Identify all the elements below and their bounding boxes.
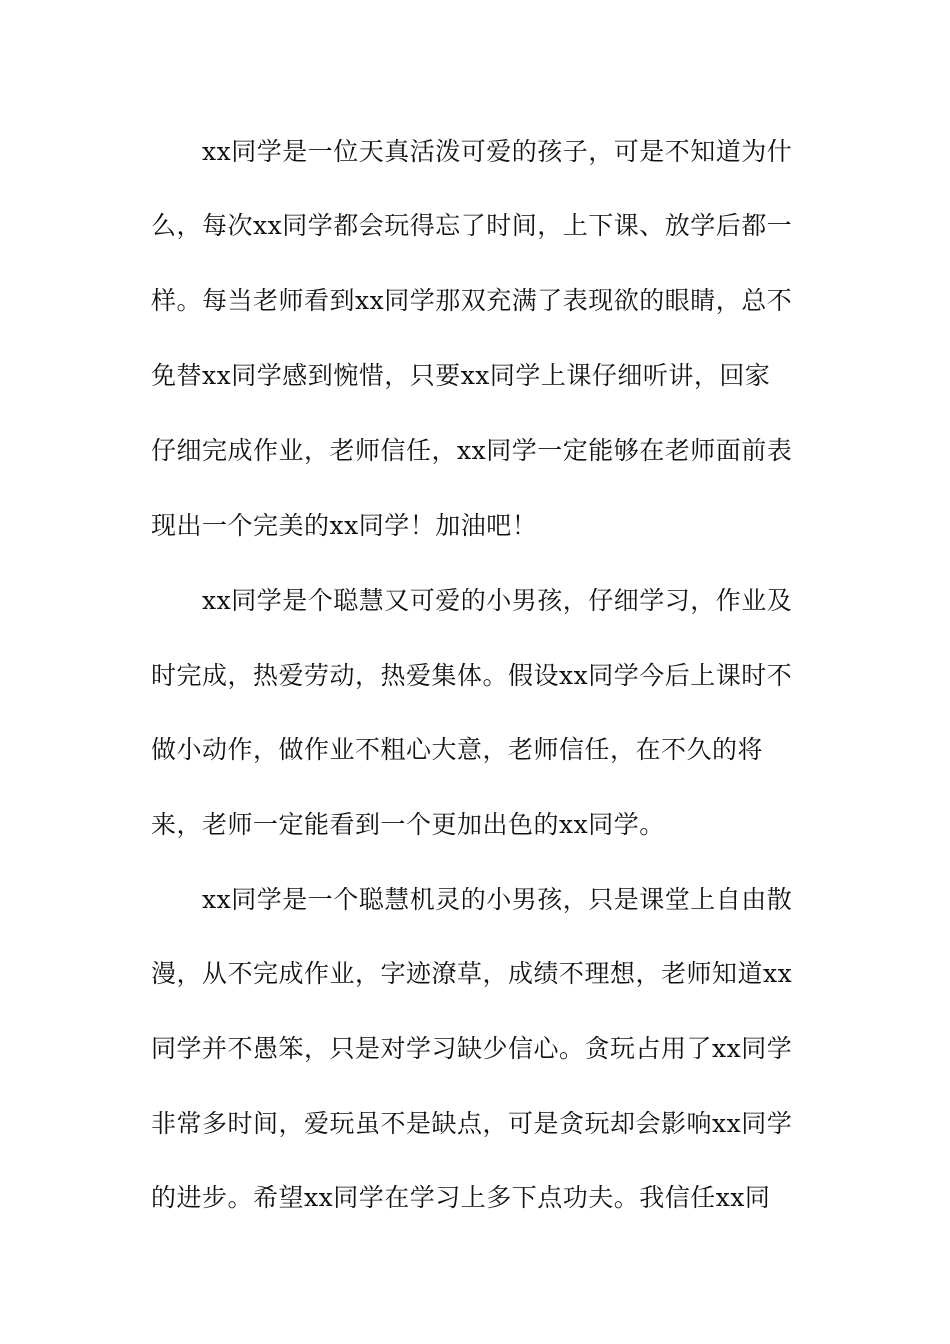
paragraph-1-line-5: 仔细完成作业，老师信任，xx同学一定能够在老师面前表 <box>151 436 793 465</box>
paragraph-2-line-4: 来，老师一定能看到一个更加出色的xx同学。 <box>151 810 665 839</box>
paragraph-1-line-2: 么，每次xx同学都会玩得忘了时间，上下课、放学后都一 <box>151 211 793 240</box>
paragraph-3-line-3: 同学并不愚笨，只是对学习缺少信心。贪玩占用了xx同学 <box>151 1034 793 1063</box>
paragraph-1-line-1: xx同学是一位天真活泼可爱的孩子，可是不知道为什 <box>202 137 793 166</box>
paragraph-1-line-6: 现出一个完美的xx同学！加油吧！ <box>151 511 538 540</box>
paragraph-1-line-3: 样。每当老师看到xx同学那双充满了表现欲的眼睛，总不 <box>151 286 793 315</box>
paragraph-2-line-3: 做小动作，做作业不粗心大意，老师信任，在不久的将 <box>151 735 764 764</box>
paragraph-3-line-1: xx同学是一个聪慧机灵的小男孩，只是课堂上自由散 <box>202 885 793 914</box>
paragraph-3-line-4: 非常多时间，爱玩虽不是缺点，可是贪玩却会影响xx同学 <box>151 1109 793 1138</box>
paragraph-2-line-1: xx同学是个聪慧又可爱的小男孩，仔细学习，作业及 <box>202 586 793 615</box>
paragraph-1-line-4: 免替xx同学感到惋惜，只要xx同学上课仔细听讲，回家 <box>151 361 771 390</box>
paragraph-3-line-5: 的进步。希望xx同学在学习上多下点功夫。我信任xx同 <box>151 1183 771 1212</box>
paragraph-3-line-2: 漫，从不完成作业，字迹潦草，成绩不理想，老师知道xx <box>151 959 793 988</box>
paragraph-2-line-2: 时完成，热爱劳动，热爱集体。假设xx同学今后上课时不 <box>151 661 793 690</box>
